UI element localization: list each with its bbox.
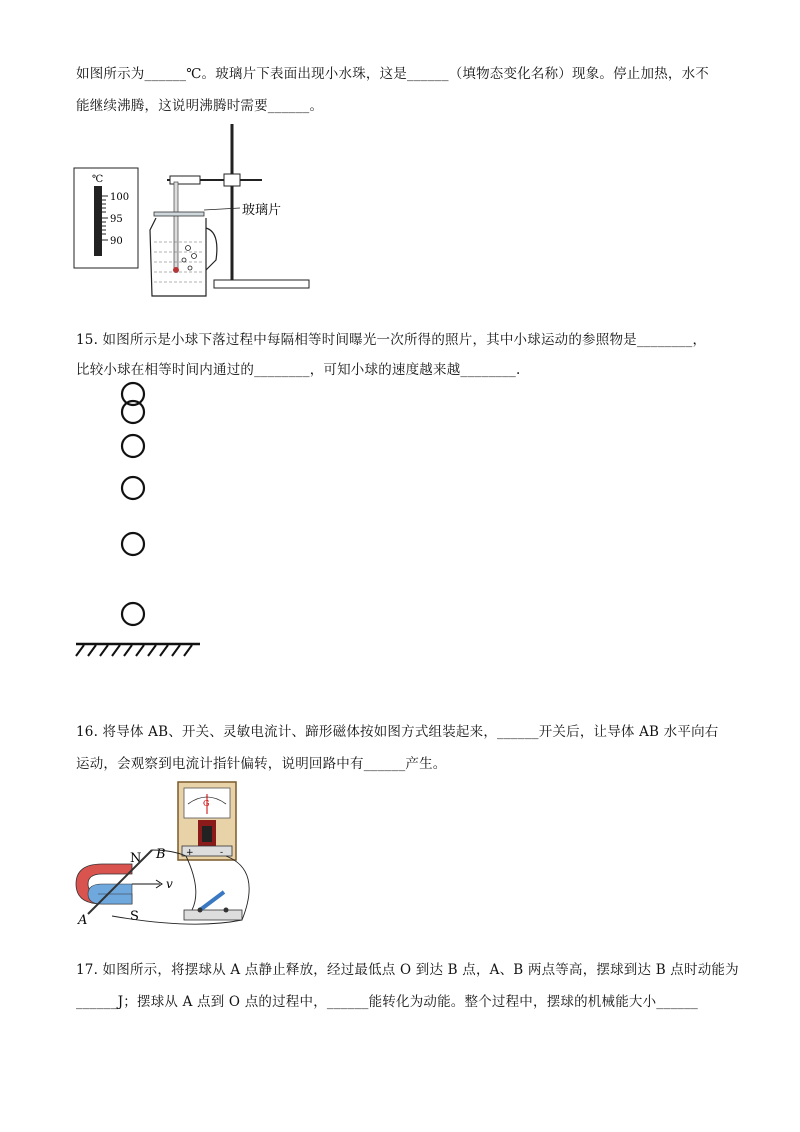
- thermometer-ticks: [102, 196, 108, 240]
- label-b: B: [156, 847, 166, 862]
- tick-label-100: 100: [110, 192, 130, 203]
- q14-line-1: 如图所示为______℃。玻璃片下表面出现小水珠，这是______（填物态变化名称）现象。停止加热，水不: [76, 66, 710, 82]
- switch-base: [184, 910, 242, 920]
- pole-north: N: [130, 851, 142, 866]
- velocity-label: v: [166, 877, 173, 891]
- stand-clamp: [224, 174, 240, 186]
- electromagnetic-induction-figure: [72, 780, 272, 930]
- thermometer-column: [94, 186, 102, 256]
- ball-position-4: [122, 477, 144, 499]
- q14-line-2: 能继续沸腾，这说明沸腾时需要______。: [76, 98, 324, 114]
- tick-label-90: 90: [110, 236, 123, 247]
- ground-hatching: [76, 645, 192, 656]
- tick-label-95: 95: [110, 214, 123, 225]
- label-a: A: [78, 913, 88, 928]
- glass-plate-label: 玻璃片: [242, 203, 282, 218]
- q15-line-2: 比较小球在相等时间内通过的________，可知小球的速度越来越________.: [76, 362, 521, 378]
- falling-ball-figure: [72, 378, 212, 660]
- ball-position-3: [122, 435, 144, 457]
- conductor-ab: [88, 850, 152, 914]
- q16-line-1: 16. 将导体 AB、开关、灵敏电流计、蹄形磁体按如图方式组装起来，______开关后，让导体 AB 水平向右: [76, 724, 719, 740]
- q17-line-1: 17. 如图所示，将摆球从 A 点静止释放，经过最低点 O 到达 B 点，A、B 两点等高，摆球到达 B 点时动能为: [76, 962, 739, 978]
- ball-position-5: [122, 533, 144, 555]
- pole-south: S: [130, 909, 139, 924]
- terminal-minus: -: [220, 848, 224, 858]
- thermometer-unit: ℃: [92, 174, 104, 185]
- glass-plate: [154, 212, 204, 216]
- galvanometer-symbol: G: [203, 799, 210, 808]
- bubbles: [182, 246, 197, 271]
- water-lines: [154, 242, 204, 282]
- boiling-experiment-figure: [72, 120, 322, 300]
- terminal-plus: +: [186, 848, 194, 858]
- q17-line-2: ______J；摆球从 A 点到 O 点的过程中，______能转化为动能。整个过程中，摆球的机械能大小______: [76, 994, 698, 1010]
- stand-base: [214, 280, 309, 288]
- thermometer-rod: [174, 182, 178, 268]
- q16-line-2: 运动，会观察到电流计指针偏转，说明回路中有______产生。: [76, 756, 447, 772]
- q15-line-1: 15. 如图所示是小球下落过程中每隔相等时间曝光一次所得的照片，其中小球运动的参照物是________，: [76, 332, 707, 348]
- ball-position-6: [122, 603, 144, 625]
- switch-lever: [200, 892, 224, 910]
